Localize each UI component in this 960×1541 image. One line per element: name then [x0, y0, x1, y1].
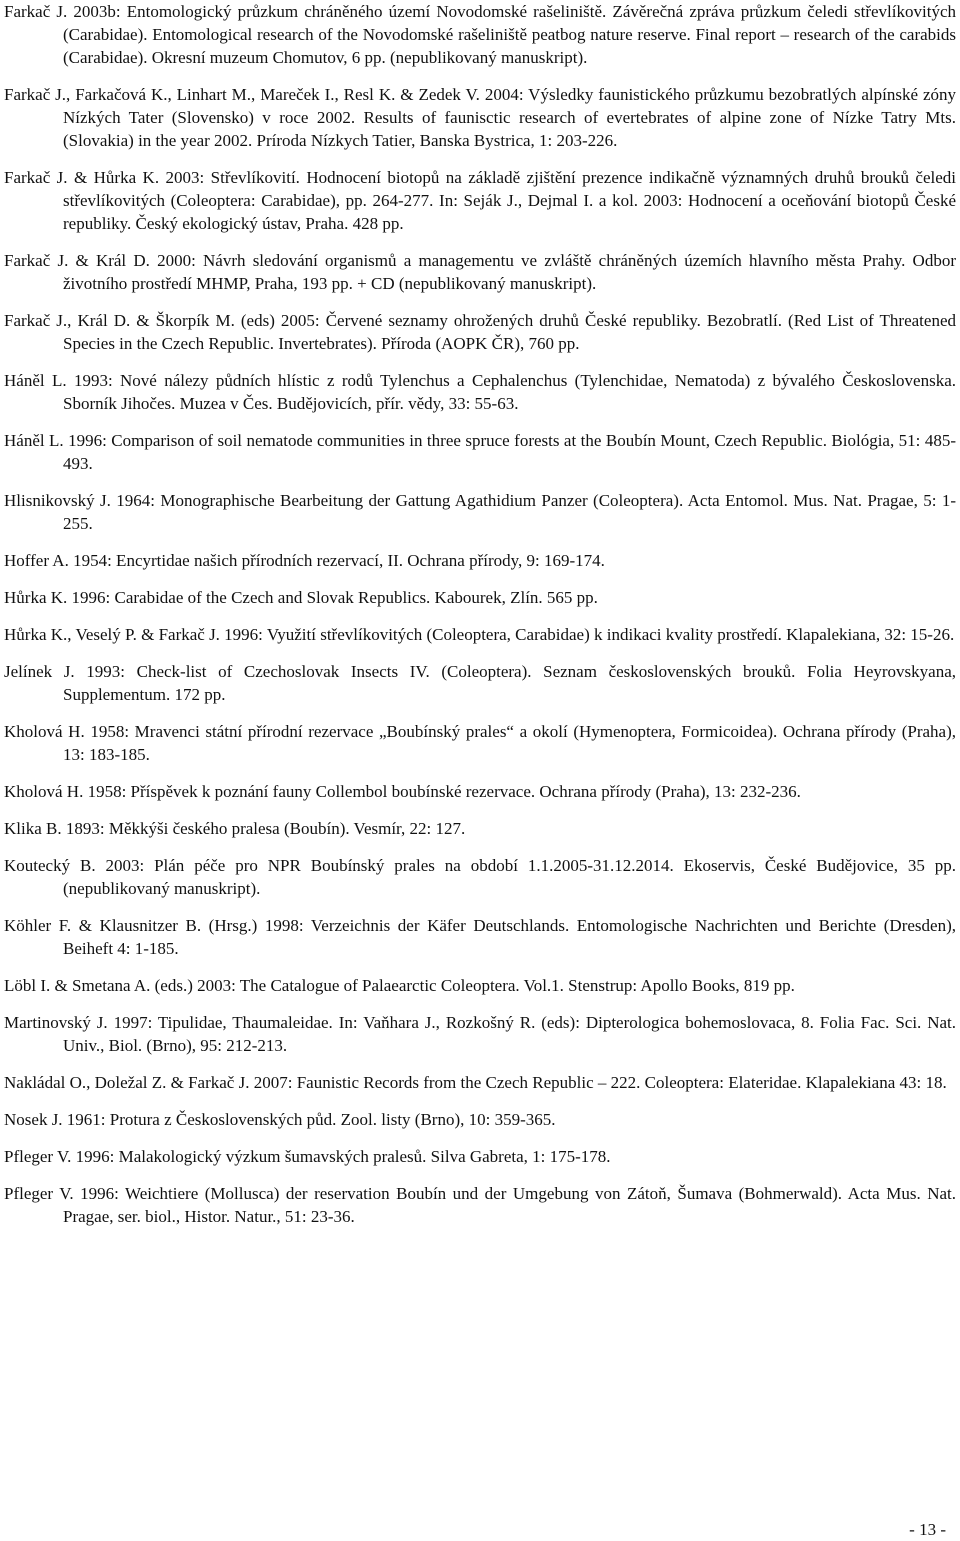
reference-entry: Farkač J., Farkačová K., Linhart M., Mareček I., Resl K. & Zedek V. 2004: Výsledky faunistického průzkumu bezobratlých alpínské zóny Nízkých Tater (Slovensko) v roce 2002. Results of faunisctic research of evertebrates of alpine zone of Nízke Tatry Mts. (Slovakia) in the year 2002. Príroda Nízkych Tatier, Banska Bystrica, 1: 203-226. [4, 85, 956, 150]
page-number: - 13 - [909, 1520, 946, 1539]
reference-entry: Köhler F. & Klausnitzer B. (Hrsg.) 1998: Verzeichnis der Käfer Deutschlands. Entomologische Nachrichten und Berichte (Dresden), Beiheft 4: 1-185. [4, 916, 956, 958]
reference-entry: Kholová H. 1958: Příspěvek k poznání fauny Collembol boubínské rezervace. Ochrana přírody (Praha), 13: 232-236. [4, 782, 801, 801]
reference-entry: Farkač J. & Král D. 2000: Návrh sledování organismů a managementu ve zvláště chráněných územích hlavního města Prahy. Odbor životního prostředí MHMP, Praha, 193 pp. + CD (nepublikovaný manuskript). [4, 251, 956, 293]
reference-entry: Hoffer A. 1954: Encyrtidae našich přírodních rezervací, II. Ochrana přírody, 9: 169-174. [4, 551, 605, 570]
reference-entry: Hůrka K. 1996: Carabidae of the Czech and Slovak Republics. Kabourek, Zlín. 565 pp. [4, 588, 598, 607]
reference-entry: Háněl L. 1996: Comparison of soil nematode communities in three spruce forests at the Boubín Mount, Czech Republic. Biológia, 51: 485-493. [4, 431, 956, 473]
reference-entry: Háněl L. 1993: Nové nálezy půdních hlístic z rodů Tylenchus a Cephalenchus (Tylenchidae, Nematoda) z bývalého Československa. Sborník Jihočes. Muzea v Čes. Budějovicích, přír. vědy, 33: 55-63. [4, 371, 956, 413]
reference-entry: Martinovský J. 1997: Tipulidae, Thaumaleidae. In: Vaňhara J., Rozkošný R. (eds): Dipterologica bohemoslovaca, 8. Folia Fac. Sci. Nat. Univ., Biol. (Brno), 95: 212-213. [4, 1013, 956, 1055]
reference-entry: Kholová H. 1958: Mravenci státní přírodní rezervace „Boubínský prales“ a okolí (Hymenoptera, Formicoidea). Ochrana přírody (Praha), 13: 183-185. [4, 722, 956, 764]
reference-entry: Farkač J. 2003b: Entomologický průzkum chráněného území Novodomské rašeliniště. Závěrečná zpráva průzkum čeledi střevlíkovitých (Carabidae). Entomological research of the Novodomské rašeliniště peatbog nature reserve. Final report – research of the carabids (Carabidae). Okresní muzeum Chomutov, 6 pp. (nepublikovaný manuskript). [4, 2, 956, 67]
reference-entry: Nakládal O., Doležal Z. & Farkač J. 2007: Faunistic Records from the Czech Republic – 222. Coleoptera: Elateridae. Klapalekiana 43: 18. [4, 1073, 947, 1092]
reference-entry: Klika B. 1893: Měkkýši českého pralesa (Boubín). Vesmír, 22: 127. [4, 819, 466, 838]
reference-entry: Hůrka K., Veselý P. & Farkač J. 1996: Využití střevlíkovitých (Coleoptera, Carabidae) k indikaci kvality prostředí. Klapalekiana, 32: 15-26. [4, 625, 955, 644]
reference-entry: Koutecký B. 2003: Plán péče pro NPR Boubínský prales na období 1.1.2005-31.12.2014. Ekoservis, České Budějovice, 35 pp. (nepublikovaný manuskript). [4, 856, 956, 898]
reference-entry: Hlisnikovský J. 1964: Monographische Bearbeitung der Gattung Agathidium Panzer (Coleoptera). Acta Entomol. Mus. Nat. Pragae, 5: 1-255. [4, 491, 956, 533]
reference-entry: Pfleger V. 1996: Malakologický výzkum šumavských pralesů. Silva Gabreta, 1: 175-178. [4, 1147, 611, 1166]
reference-entry: Farkač J. & Hůrka K. 2003: Střevlíkovití. Hodnocení biotopů na základě zjištění prezence indikačně významných druhů brouků čeledi střevlíkovitých (Coleoptera: Carabidae), pp. 264-277. In: Seják J., Dejmal I. a kol. 2003: Hodnocení a oceňování biotopů České republiky. Český ekologický ústav, Praha. 428 pp. [4, 168, 956, 233]
reference-entry: Jelínek J. 1993: Check-list of Czechoslovak Insects IV. (Coleoptera). Seznam československých brouků. Folia Heyrovskyana, Supplementum. 172 pp. [4, 662, 956, 704]
reference-entry: Farkač J., Král D. & Škorpík M. (eds) 2005: Červené seznamy ohrožených druhů České republiky. Bezobratlí. (Red List of Threatened Species in the Czech Republic. Invertebrates). Příroda (AOPK ČR), 760 pp. [4, 311, 956, 353]
reference-entry: Nosek J. 1961: Protura z Československých půd. Zool. listy (Brno), 10: 359-365. [4, 1110, 556, 1129]
reference-list [4, 0, 956, 1242]
reference-entry: Löbl I. & Smetana A. (eds.) 2003: The Catalogue of Palaearctic Coleoptera. Vol.1. Stenstrup: Apollo Books, 819 pp. [4, 976, 795, 995]
reference-entry: Pfleger V. 1996: Weichtiere (Mollusca) der reservation Boubín und der Umgebung von Zátoň, Šumava (Bohmerwald). Acta Mus. Nat. Pragae, ser. biol., Histor. Natur., 51: 23-36. [4, 1184, 956, 1226]
